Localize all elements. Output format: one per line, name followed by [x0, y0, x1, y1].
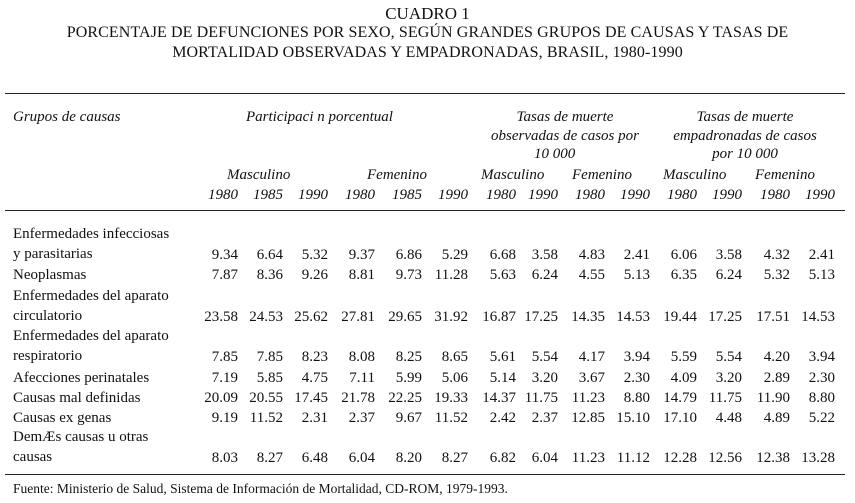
table-cell: 4.32 — [763, 247, 790, 263]
table-cell: 5.32 — [763, 267, 790, 283]
table-cell: 5.32 — [301, 247, 328, 263]
header-femenino-obs: Femenino — [572, 167, 632, 183]
year-header: 1980 — [345, 187, 375, 203]
table-cell: 17.51 — [756, 309, 790, 325]
table-cell: 11.90 — [756, 390, 790, 406]
header-grupos: Grupos de causas — [13, 109, 121, 125]
table-cell: 22.25 — [388, 390, 422, 406]
table-cell: 8.80 — [808, 390, 835, 406]
header-rule — [5, 210, 845, 211]
table-cell: 5.85 — [256, 370, 283, 386]
table-cell: 20.09 — [204, 390, 238, 406]
table-cell: 14.53 — [801, 309, 835, 325]
table-cell: 4.89 — [763, 410, 790, 426]
year-header: 1990 — [712, 187, 742, 203]
table-cell: 5.59 — [670, 349, 697, 365]
table-cell: 9.34 — [211, 247, 238, 263]
table-cell: 12.85 — [571, 410, 605, 426]
table-cell: 7.87 — [211, 267, 238, 283]
table-cell: 8.25 — [395, 349, 422, 365]
table-cell: 9.37 — [348, 247, 375, 263]
table-cell: 5.22 — [808, 410, 835, 426]
table-cell: 11.23 — [571, 390, 605, 406]
table-cell: 3.94 — [808, 349, 835, 365]
header-tasas-emp-1: Tasas de muerte — [696, 109, 794, 125]
table-cell: 6.35 — [670, 267, 697, 283]
table-cell: 12.28 — [663, 450, 697, 466]
table-cell: 5.14 — [489, 370, 516, 386]
table-cell: 11.75 — [524, 390, 558, 406]
table-cell: 3.58 — [531, 247, 558, 263]
table-cell: 11.52 — [434, 410, 468, 426]
table-cell: 17.45 — [294, 390, 328, 406]
table-cell: 3.67 — [578, 370, 605, 386]
table-cell: 19.44 — [663, 309, 697, 325]
table-cell: 12.38 — [756, 450, 790, 466]
table-cell: 8.27 — [441, 450, 468, 466]
row-label: Causas mal definidas — [13, 390, 141, 406]
header-tasas-obs-3: 10 000 — [534, 146, 576, 162]
header-participacion: Participaci n porcentual — [246, 109, 393, 125]
table-cell: 5.63 — [489, 267, 516, 283]
row-label: Enfermedades del aparato — [13, 288, 169, 304]
year-header: 1980 — [208, 187, 238, 203]
table-cell: 14.37 — [482, 390, 516, 406]
bottom-rule — [5, 474, 845, 475]
table-cell: 31.92 — [434, 309, 468, 325]
table-cell: 9.67 — [395, 410, 422, 426]
table-cell: 2.30 — [623, 370, 650, 386]
table-cell: 25.62 — [294, 309, 328, 325]
row-label: Afecciones perinatales — [13, 370, 150, 386]
table-cell: 11.23 — [571, 450, 605, 466]
year-header: 1990 — [620, 187, 650, 203]
table-title-line1: PORCENTAJE DE DEFUNCIONES POR SEXO, SEGÚN GRANDES GRUPOS DE CAUSAS Y TASAS DE — [66, 24, 789, 41]
table-cell: 8.80 — [623, 390, 650, 406]
table-cell: 8.36 — [256, 267, 283, 283]
table-cell: 5.29 — [441, 247, 468, 263]
year-header: 1985 — [253, 187, 283, 203]
year-header: 1990 — [298, 187, 328, 203]
row-label: DemÆs causas u otras — [13, 429, 149, 445]
table-cell: 11.12 — [616, 450, 650, 466]
table-cell: 2.37 — [348, 410, 375, 426]
table-cell: 7.85 — [256, 349, 283, 365]
table-cell: 9.73 — [395, 267, 422, 283]
row-label: circulatorio — [13, 308, 83, 324]
table-cell: 8.23 — [301, 349, 328, 365]
year-header: 1980 — [486, 187, 516, 203]
source-note: Fuente: Ministerio de Salud, Sistema de Información de Mortalidad, CD-ROM, 1979-1993. — [13, 481, 508, 496]
table-cell: 19.33 — [434, 390, 468, 406]
header-masculino-emp: Masculino — [663, 167, 727, 183]
table-cell: 11.52 — [249, 410, 283, 426]
table-cell: 3.58 — [715, 247, 742, 263]
table-cell: 17.25 — [524, 309, 558, 325]
table-cell: 5.61 — [489, 349, 516, 365]
table-cell: 4.48 — [715, 410, 742, 426]
table-cell: 6.04 — [531, 450, 558, 466]
year-header: 1980 — [575, 187, 605, 203]
table-cell: 6.06 — [670, 247, 697, 263]
table-cell: 5.13 — [623, 267, 650, 283]
header-femenino-emp: Femenino — [755, 167, 815, 183]
table-cell: 14.79 — [663, 390, 697, 406]
table-cell: 4.75 — [301, 370, 328, 386]
row-label: y parasitarias — [13, 246, 93, 262]
table-cell: 27.81 — [341, 309, 375, 325]
table-cell: 2.41 — [623, 247, 650, 263]
table-cell: 3.20 — [715, 370, 742, 386]
header-tasas-emp-3: por 10 000 — [712, 146, 778, 162]
top-rule — [5, 93, 845, 94]
table-cell: 5.54 — [531, 349, 558, 365]
table-cell: 3.94 — [623, 349, 650, 365]
table-cell: 6.48 — [301, 450, 328, 466]
header-femenino-pp: Femenino — [367, 167, 427, 183]
table-title-line2: MORTALIDAD OBSERVADAS Y EMPADRONADAS, BRASIL, 1980-1990 — [172, 44, 683, 61]
table-cell: 4.20 — [763, 349, 790, 365]
table-cell: 17.25 — [708, 309, 742, 325]
table-cell: 2.42 — [489, 410, 516, 426]
table-cell: 13.28 — [801, 450, 835, 466]
table-cell: 7.85 — [211, 349, 238, 365]
table-cell: 14.35 — [571, 309, 605, 325]
table-cell: 24.53 — [249, 309, 283, 325]
table-cell: 4.09 — [670, 370, 697, 386]
table-cell: 17.10 — [663, 410, 697, 426]
table-cell: 29.65 — [388, 309, 422, 325]
header-masculino-obs: Masculino — [481, 167, 545, 183]
table-cell: 7.11 — [349, 370, 375, 386]
table-cell: 4.17 — [578, 349, 605, 365]
table-cell: 8.81 — [348, 267, 375, 283]
table-cell: 2.31 — [301, 410, 328, 426]
table-cell: 20.55 — [249, 390, 283, 406]
table-cell: 2.30 — [808, 370, 835, 386]
year-header: 1990 — [528, 187, 558, 203]
table-cell: 16.87 — [482, 309, 516, 325]
row-label: Enfermedades del aparato — [13, 328, 169, 344]
table-cell: 2.41 — [808, 247, 835, 263]
table-cell: 6.24 — [715, 267, 742, 283]
table-cell: 8.65 — [441, 349, 468, 365]
table-cell: 8.27 — [256, 450, 283, 466]
table-cell: 5.54 — [715, 349, 742, 365]
table-cell: 3.20 — [531, 370, 558, 386]
table-cell: 15.10 — [616, 410, 650, 426]
table-number: CUADRO 1 — [385, 4, 470, 23]
table-cell: 6.82 — [489, 450, 516, 466]
table-cell: 21.78 — [341, 390, 375, 406]
table-cell: 7.19 — [211, 370, 238, 386]
table-cell: 8.03 — [211, 450, 238, 466]
table-cell: 5.06 — [441, 370, 468, 386]
table-cell: 14.53 — [616, 309, 650, 325]
table-cell: 2.89 — [763, 370, 790, 386]
table-cell: 12.56 — [708, 450, 742, 466]
table-cell: 11.75 — [708, 390, 742, 406]
table-cell: 6.68 — [489, 247, 516, 263]
row-label: Causas ex genas — [13, 410, 112, 426]
table-cell: 5.13 — [808, 267, 835, 283]
year-header: 1980 — [760, 187, 790, 203]
table-cell: 2.37 — [531, 410, 558, 426]
year-header: 1980 — [667, 187, 697, 203]
table-cell: 6.04 — [348, 450, 375, 466]
table-cell: 8.08 — [348, 349, 375, 365]
row-label: respiratorio — [13, 348, 83, 364]
table-cell: 6.24 — [531, 267, 558, 283]
table-cell: 6.64 — [256, 247, 283, 263]
table-cell: 11.28 — [434, 267, 468, 283]
year-header: 1990 — [438, 187, 468, 203]
row-label: Enfermedades infecciosas — [13, 226, 170, 242]
table-cell: 9.26 — [301, 267, 328, 283]
table-cell: 4.55 — [578, 267, 605, 283]
table-cell: 5.99 — [395, 370, 422, 386]
header-tasas-obs-2: observadas de casos por — [491, 128, 639, 144]
header-tasas-obs-1: Tasas de muerte — [516, 109, 614, 125]
row-label: causas — [13, 449, 53, 465]
table-cell: 23.58 — [204, 309, 238, 325]
header-masculino-pp: Masculino — [227, 167, 291, 183]
table-cell: 4.83 — [578, 247, 605, 263]
header-tasas-emp-2: empadronadas de casos — [673, 128, 817, 144]
year-header: 1990 — [805, 187, 835, 203]
table-cell: 6.86 — [395, 247, 422, 263]
table-cell: 9.19 — [211, 410, 238, 426]
table-cell: 8.20 — [395, 450, 422, 466]
row-label: Neoplasmas — [13, 267, 87, 283]
year-header: 1985 — [392, 187, 422, 203]
